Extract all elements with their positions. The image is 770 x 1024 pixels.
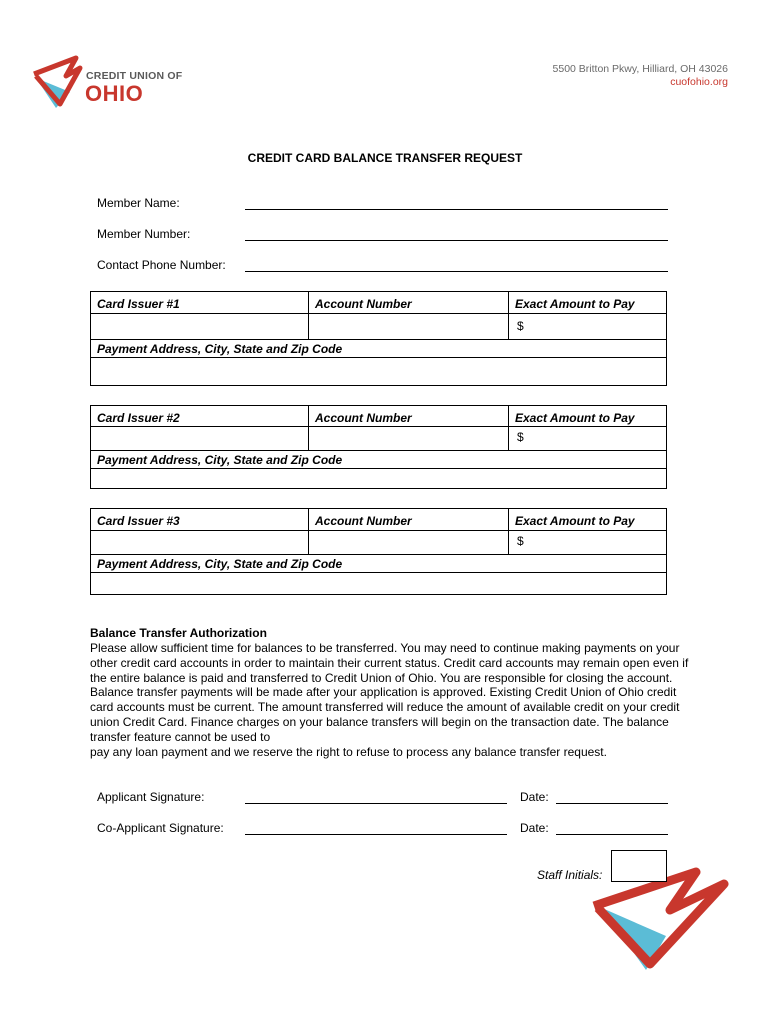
exact-amount-label: Exact Amount to Pay xyxy=(515,514,635,528)
payment-address-label: Payment Address, City, State and Zip Code xyxy=(97,557,343,571)
authorization-line: union Credit Card. Finance charges on your balance transfers will begin on the transaction date. The balance xyxy=(90,714,669,729)
authorization-line: Balance transfer payments will be made after your application is approved. Existing Credit Union of Ohio credit xyxy=(90,685,677,700)
authorization-text xyxy=(90,641,730,759)
staff-initials-label: Staff Initials: xyxy=(537,868,603,882)
amount-field[interactable]: $ xyxy=(517,534,524,548)
member-number-field[interactable] xyxy=(245,240,668,241)
payment-address-field[interactable] xyxy=(91,469,666,490)
member-name-label: Member Name: xyxy=(97,196,180,210)
coapplicant-signature-label: Co-Applicant Signature: xyxy=(97,821,224,835)
logo-text-ohio: OHIO xyxy=(85,81,144,106)
authorization-heading: Balance Transfer Authorization xyxy=(90,626,267,640)
coapplicant-date-field[interactable] xyxy=(556,834,668,835)
card-issuer-2-table xyxy=(90,405,667,489)
applicant-date-field[interactable] xyxy=(556,803,668,804)
amount-field[interactable]: $ xyxy=(517,319,524,333)
amount-field[interactable]: $ xyxy=(517,430,524,444)
payment-address-label: Payment Address, City, State and Zip Code xyxy=(97,453,343,467)
member-number-label: Member Number: xyxy=(97,227,191,241)
account-number-field[interactable] xyxy=(309,427,509,450)
contact-phone-label: Contact Phone Number: xyxy=(97,258,226,272)
authorization-line: other credit card accounts in order to maintain their current status. Credit card accounts may remain open even if xyxy=(90,655,689,670)
card-issuer-1-table xyxy=(90,291,667,386)
coapplicant-signature-field[interactable] xyxy=(245,834,507,835)
account-number-field[interactable] xyxy=(309,531,509,554)
date-label: Date: xyxy=(520,821,549,835)
authorization-line: the entire balance is paid and transferred to Credit Union of Ohio. You are responsible for closing the account. xyxy=(90,670,673,685)
authorization-line: pay any loan payment and we reserve the right to refuse to process any balance transfer request. xyxy=(90,744,607,759)
date-label: Date: xyxy=(520,790,549,804)
account-number-label: Account Number xyxy=(309,509,509,530)
card-issuer-field[interactable] xyxy=(91,427,309,450)
authorization-line: Please allow sufficient time for balances to be transferred. You may need to continue making payments on your xyxy=(90,641,680,655)
card-issuer-3-table xyxy=(90,508,667,595)
account-number-label: Account Number xyxy=(309,406,509,426)
exact-amount-label: Exact Amount to Pay xyxy=(515,297,635,311)
form-title: CREDIT CARD BALANCE TRANSFER REQUEST xyxy=(247,151,523,165)
card-issuer-label: Card Issuer #1 xyxy=(91,292,309,313)
authorization-line: transfer feature cannot be used to xyxy=(90,729,271,744)
address: 5500 Britton Pkwy, Hilliard, OH 43026 xyxy=(552,63,728,75)
payment-address-label: Payment Address, City, State and Zip Code xyxy=(97,342,343,356)
member-name-field[interactable] xyxy=(245,209,668,210)
logo-text-top: CREDIT UNION OF xyxy=(86,70,183,82)
authorization-line: card accounts must be current. The amount transferred will reduce the amount of available credit on your credit xyxy=(90,700,680,715)
website: cuofohio.org xyxy=(670,76,728,88)
exact-amount-label: Exact Amount to Pay xyxy=(515,411,635,425)
card-issuer-label: Card Issuer #2 xyxy=(91,406,309,426)
card-issuer-field[interactable] xyxy=(91,531,309,554)
card-issuer-field[interactable] xyxy=(91,314,309,339)
staff-initials-box[interactable] xyxy=(611,850,667,882)
payment-address-field[interactable] xyxy=(91,573,666,596)
account-number-field[interactable] xyxy=(309,314,509,339)
applicant-signature-field[interactable] xyxy=(245,803,507,804)
payment-address-field[interactable] xyxy=(91,358,666,385)
applicant-signature-label: Applicant Signature: xyxy=(97,790,205,804)
contact-phone-field[interactable] xyxy=(245,271,668,272)
card-issuer-label: Card Issuer #3 xyxy=(91,509,309,530)
account-number-label: Account Number xyxy=(309,292,509,313)
brand-mark-icon xyxy=(584,866,732,974)
